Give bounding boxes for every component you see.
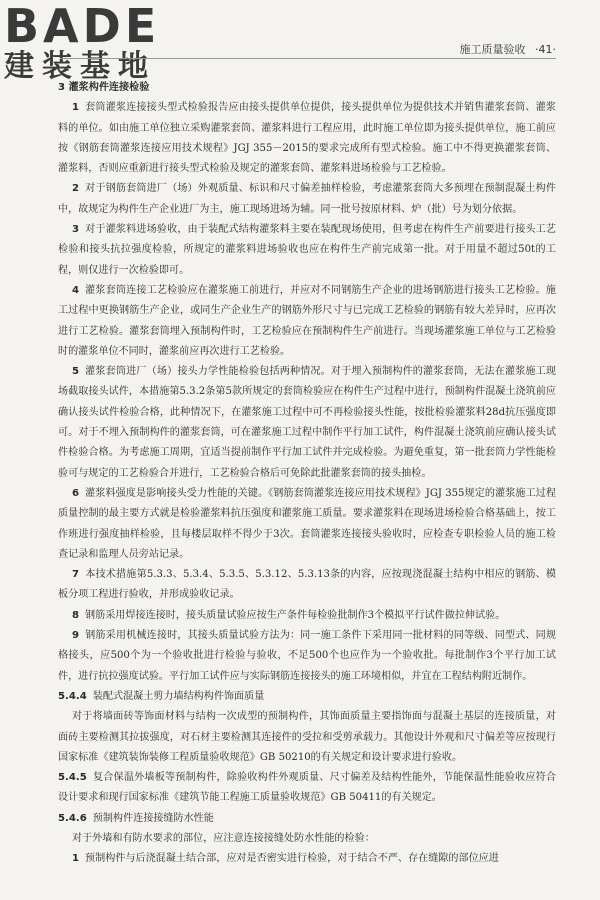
paragraph-10 xyxy=(58,849,556,869)
paragraph-2 xyxy=(58,179,556,220)
running-header xyxy=(454,41,557,57)
paragraph-6 xyxy=(58,484,556,565)
item-number: 5 xyxy=(72,366,80,378)
paragraph-text: 对于灌浆料进场验收，由于装配式结构灌浆料主要在装配现场使用，但考虑在构件生产前要进行接头工艺检验和接头抗拉强度检验，所规定的灌浆料进场验收也应在构件生产前完成第一批。对于用量不超过50t的工程，则仅进行一次检验即可。 xyxy=(58,224,556,276)
paragraph-text: 灌浆套筒进厂（场）接头力学性能检验包括两种情况。对于埋入预制构件的灌浆套筒，无法在灌浆施工现场截取接头试件，本措施第5.3.2条第5款所规定的套筒检验应在构件生产过程中进行，预制构件混凝土浇筑前应确认接头试件检验合格，此种情况下，在灌浆施工过程中可不再检验接头性能，按批检验灌浆料28d抗压强度即可。对于不埋入预制构件的灌浆套筒，可在灌浆施工过程中制作平行加工试件，构件混凝土浇筑前应确认接头试件检验合格。为考虑施工周期，宜适当提前制作平行加工试件并完成检验。为避免重复，第一批套筒力学性能检验可与规定的工艺检验合并进行，工艺检验合格后可免除此批灌浆套筒的接头抽检。 xyxy=(58,366,556,479)
paragraph-text: 钢筋采用机械连接时，其接头质量试验方法为：同一施工条件下采用同一批材料的同等级、同型式、同规格接头，应500个为一个验收批进行检验与验收，不足500个也应作为一个验收批。每批制作3个平行加工试件，进行抗拉强度试验。平行加工试件应与实际钢筋连接接头的施工环境相似，并宜在工程结构附近制作。 xyxy=(58,630,556,682)
paragraph-5 xyxy=(58,362,556,484)
paragraph-4 xyxy=(58,281,556,362)
item-number: 8 xyxy=(72,609,80,621)
section-5-4-6-text: 对于外墙和有防水要求的部位，应注意连接接缝处防水性能的检验： xyxy=(72,832,375,844)
section-title: 装配式混凝土剪力墙结构构件饰面质量 xyxy=(92,690,265,702)
paragraph-text: 本技术措施第5.3.3、5.3.4、5.3.5、5.3.12、5.3.13条的内容，应按现浇混凝土结构中相应的钢筋、模板分项工程进行验收，并形成验收记录。 xyxy=(58,569,556,601)
section-title: 3 灌浆构件连接检验 xyxy=(58,82,150,93)
paragraph-text: 灌浆料强度是影响接头受力性能的关键。《钢筋套筒灌浆连接应用技术规程》JGJ 355规定的灌浆施工过程质量控制的最主要方式就是检验灌浆料抗压强度和灌浆施工质量。要求灌浆料在现场进场检验合格基础上，按工作班进行强度抽样检验，且每楼层取样不得少于3次。套筒灌浆连接接头验收时，应检查专职检验人员的施工检查记录和监理人员旁站记录。 xyxy=(58,487,556,560)
section-5-4-6-heading xyxy=(58,809,556,829)
item-number: 2 xyxy=(72,183,80,195)
logo-wordmark: BADE xyxy=(4,0,161,53)
paragraph-8 xyxy=(58,606,556,626)
page-number: ·41· xyxy=(535,43,556,56)
item-number: 1 xyxy=(72,102,80,114)
logo xyxy=(4,0,204,84)
header-rule xyxy=(60,58,556,59)
paragraph-3 xyxy=(58,220,556,281)
paragraph-9 xyxy=(58,626,556,687)
header-title: 施工质量验收 xyxy=(459,43,526,56)
paragraph-1 xyxy=(58,98,556,179)
page-body xyxy=(58,78,556,870)
item-number: 9 xyxy=(72,630,80,642)
paragraph-text: 套筒灌浆连接接头型式检验报告应由接头提供单位提供，接头提供单位为提供技术并销售灌浆套筒、灌浆料的单位。如由施工单位独立采购灌浆套筒、灌浆料进行工程应用，此时施工单位即为接头提供单位，施工前应按《钢筋套筒灌浆连接应用技术规程》JGJ 355－2015的要求完成所有型式检验。施工中不得更换灌浆套筒、灌浆料，否则应重新进行接头型式检验及规定的灌浆套筒、灌浆料进场检验与工艺检验。 xyxy=(58,102,556,175)
section-title: 预制构件连接接缝防水性能 xyxy=(92,812,214,824)
item-number: 3 xyxy=(72,224,80,236)
section-5-4-4-heading xyxy=(58,687,556,707)
paragraph-text: 灌浆套筒连接工艺检验应在灌浆施工前进行，并应对不同钢筋生产企业的进场钢筋进行接头工艺检验。施工过程中更换钢筋生产企业，或同生产企业生产的钢筋外形尺寸与已完成工艺检验的钢筋有较大差异时，应再次进行工艺检验。灌浆套筒埋入预制构件时，工艺检验应在预制构件生产前进行。当现场灌浆施工单位与工艺检验时的灌浆单位不同时，灌浆前应再次进行工艺检验。 xyxy=(58,284,556,357)
item-number: 7 xyxy=(72,569,80,581)
paragraph-text: 复合保温外墙板等预制构件，除验收构件外观质量、尺寸偏差及结构性能外，节能保温性能验收应符合设计要求和现行国家标准《建筑节能工程施工质量验收规范》GB 50411的有关规定。 xyxy=(58,772,556,804)
item-number: 6 xyxy=(72,487,80,499)
paragraph-7 xyxy=(58,565,556,606)
paragraph-text: 钢筋采用焊接连接时，接头质量试验应按生产条件每检验批制作3个模拟平行试件做拉伸试验。 xyxy=(85,609,506,621)
section-number: 5.4.5 xyxy=(58,772,87,784)
section-5-4-4-text: 对于将墙面砖等饰面材料与结构一次成型的预制构件，其饰面质量主要指饰面与混凝土基层的连接质量，对面砖主要检测其拉拔强度，对石材主要检测其连接件的受拉和受剪承载力。其他设计外观和尺寸偏差等应按现行国家标准《建筑装饰装修工程质量验收规范》GB 50210的有关规定和设计要求进行验收。 xyxy=(58,711,556,763)
logo-subtitle: 建装基地 xyxy=(4,49,156,84)
section-5-4-5 xyxy=(58,768,556,809)
section-number: 5.4.6 xyxy=(58,812,87,824)
item-number: 4 xyxy=(72,284,80,296)
paragraph-text: 对于钢筋套筒进厂（场）外观质量、标识和尺寸偏差抽样检验，考虑灌浆套筒大多预埋在预制混凝土构件中，故规定为构件生产企业进厂为主，施工现场进场为辅。同一批号按原材料、炉（批）号为划分依据。 xyxy=(58,183,556,215)
section-number: 5.4.4 xyxy=(58,690,87,702)
paragraph-text: 预制构件与后浇混凝土结合部，应对是否密实进行检验，对于结合不严、存在缝隙的部位应进 xyxy=(85,853,499,865)
item-number: 1 xyxy=(72,853,80,865)
